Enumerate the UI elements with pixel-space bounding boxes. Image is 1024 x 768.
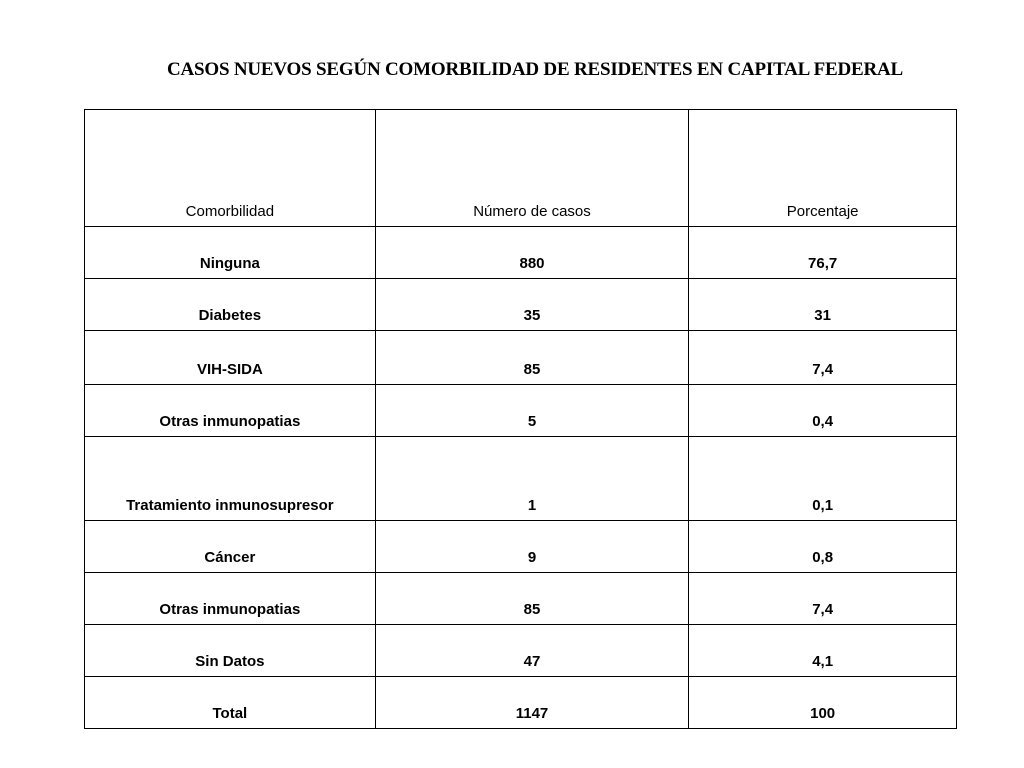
cell-porcentaje: 0,1 <box>689 437 957 521</box>
cell-porcentaje: 4,1 <box>689 625 957 677</box>
table-row <box>85 437 957 521</box>
table-row <box>85 331 957 385</box>
cell-comorbilidad: Total <box>85 677 376 729</box>
table-row <box>85 521 957 573</box>
cell-comorbilidad: Otras inmunopatias <box>85 385 376 437</box>
cell-porcentaje: 100 <box>689 677 957 729</box>
cell-numero-de-casos: 85 <box>375 573 689 625</box>
cell-comorbilidad: Otras inmunopatias <box>85 573 376 625</box>
cell-comorbilidad: Ninguna <box>85 227 376 279</box>
cell-comorbilidad: Sin Datos <box>85 625 376 677</box>
page-title: CASOS NUEVOS SEGÚN COMORBILIDAD DE RESIDENTES EN CAPITAL FEDERAL <box>166 59 904 80</box>
cell-numero-de-casos: 85 <box>375 331 689 385</box>
cell-numero-de-casos: 5 <box>375 385 689 437</box>
cell-comorbilidad: Diabetes <box>85 279 376 331</box>
header-comorbilidad: Comorbilidad <box>85 110 376 227</box>
header-porcentaje: Porcentaje <box>689 110 957 227</box>
cell-porcentaje: 7,4 <box>689 331 957 385</box>
cell-numero-de-casos: 1147 <box>375 677 689 729</box>
table-row <box>85 227 957 279</box>
table-row-total <box>85 677 957 729</box>
cell-comorbilidad: VIH-SIDA <box>85 331 376 385</box>
header-numero-de-casos: Número de casos <box>375 110 689 227</box>
table-row <box>85 279 957 331</box>
table-row <box>85 573 957 625</box>
cell-numero-de-casos: 35 <box>375 279 689 331</box>
table-row <box>85 625 957 677</box>
cell-numero-de-casos: 47 <box>375 625 689 677</box>
comorbidity-table <box>84 109 957 729</box>
cell-numero-de-casos: 1 <box>375 437 689 521</box>
cell-numero-de-casos: 880 <box>375 227 689 279</box>
cell-comorbilidad: Cáncer <box>85 521 376 573</box>
cell-numero-de-casos: 9 <box>375 521 689 573</box>
table-row <box>85 385 957 437</box>
cell-porcentaje: 31 <box>689 279 957 331</box>
cell-porcentaje: 76,7 <box>689 227 957 279</box>
cell-comorbilidad: Tratamiento inmunosupresor <box>85 437 376 521</box>
table-header-row <box>85 110 957 227</box>
cell-porcentaje: 7,4 <box>689 573 957 625</box>
cell-porcentaje: 0,8 <box>689 521 957 573</box>
cell-porcentaje: 0,4 <box>689 385 957 437</box>
